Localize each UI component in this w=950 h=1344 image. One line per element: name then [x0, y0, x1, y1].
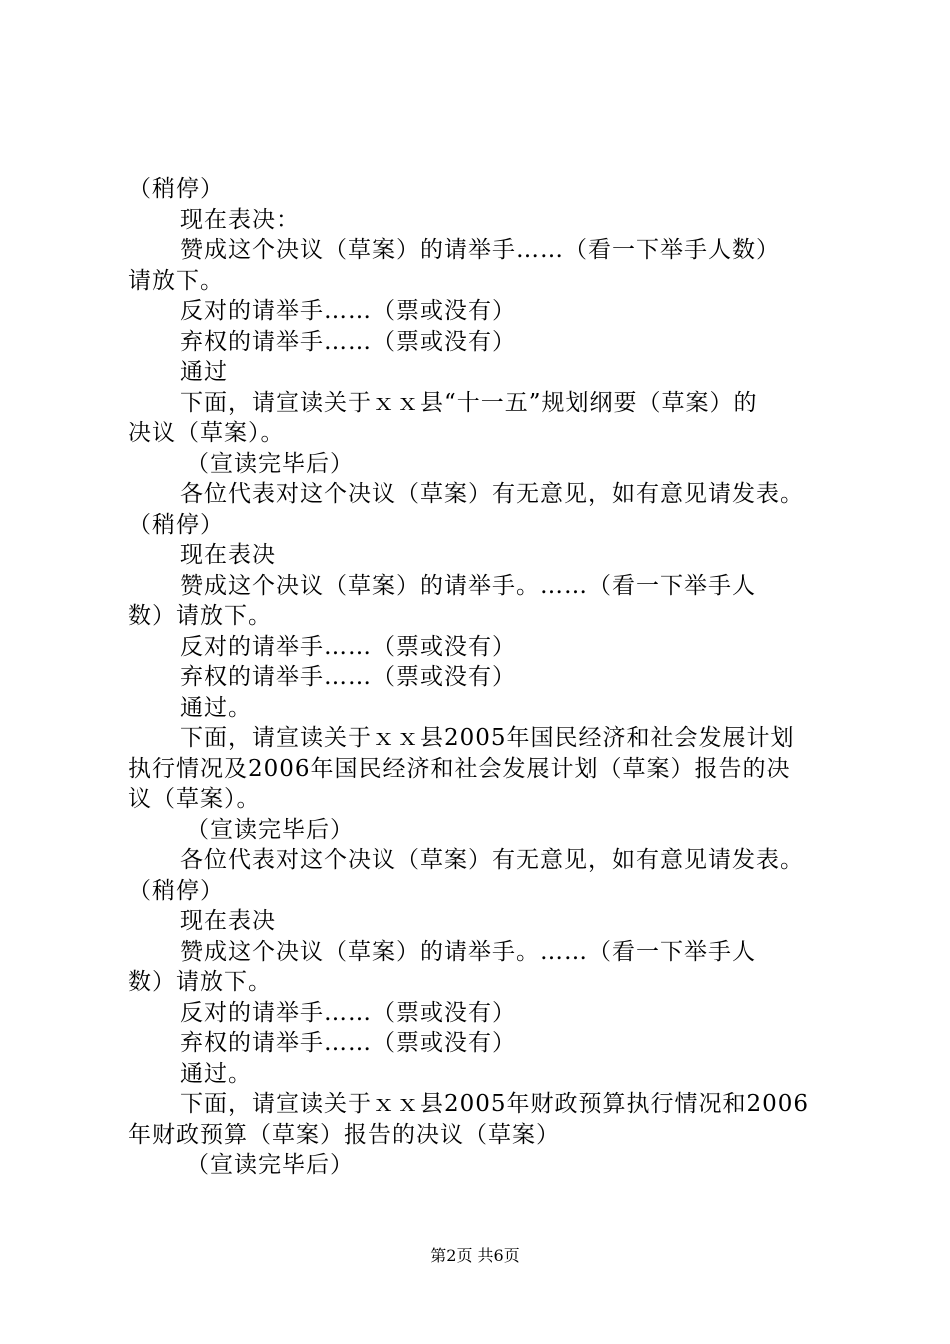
- text-line: （稍停）: [128, 877, 224, 904]
- text-line: 年财政预算（草案）报告的决议（草案）: [128, 1121, 560, 1148]
- text-line: 赞成这个决议（草案）的请举手。……（看一下举手人: [180, 938, 756, 965]
- text-line: 各位代表对这个决议（草案）有无意见，如有意见请发表。: [180, 847, 804, 873]
- text-line: 弃权的请举手……（票或没有）: [180, 328, 516, 355]
- text-line: 通过。: [180, 1060, 252, 1087]
- text-line: 议（草案）。: [128, 786, 261, 812]
- text-line: 请放下。: [128, 267, 224, 294]
- text-line: （稍停）: [128, 511, 224, 538]
- text-line: 反对的请举手……（票或没有）: [180, 633, 516, 660]
- text-line: 数）请放下。: [128, 603, 272, 629]
- text-line: 赞成这个决议（草案）的请举手……（看一下举手人数）: [180, 237, 780, 263]
- text-line: 弃权的请举手……（票或没有）: [180, 1030, 516, 1056]
- text-line: 现在表决: [180, 908, 276, 934]
- text-line: 通过。: [180, 694, 252, 721]
- text-line: 通过: [180, 359, 228, 385]
- text-line: 反对的请举手……（票或没有）: [180, 999, 516, 1026]
- text-line: 数）请放下。: [128, 969, 272, 995]
- text-line: 下面，请宣读关于ｘｘ县“十一五”规划纲要（草案）的: [180, 389, 758, 416]
- text-line: （宣读完毕后）: [186, 450, 354, 477]
- text-line: 下面，请宣读关于ｘｘ县2005年财政预算执行情况和2006: [180, 1091, 810, 1117]
- text-line: 反对的请举手……（票或没有）: [180, 298, 516, 324]
- text-line: 现在表决: [180, 542, 276, 568]
- text-line: 决议（草案）。: [128, 420, 285, 446]
- document-body: [128, 174, 844, 1181]
- text-line: 各位代表对这个决议（草案）有无意见，如有意见请发表。: [180, 481, 804, 507]
- text-line: 弃权的请举手……（票或没有）: [180, 664, 516, 690]
- text-line: 执行情况及2006年国民经济和社会发展计划（草案）报告的决: [128, 755, 791, 782]
- text-line: 现在表决：: [180, 206, 300, 233]
- text-line: 赞成这个决议（草案）的请举手。……（看一下举手人: [180, 572, 756, 599]
- text-line: （宣读完毕后）: [186, 816, 354, 843]
- page-number-footer: 第2页 共6页: [430, 1246, 520, 1265]
- text-line: （宣读完毕后）: [186, 1152, 354, 1178]
- text-line: （稍停）: [128, 176, 224, 202]
- text-line: 下面，请宣读关于ｘｘ县2005年国民经济和社会发展计划: [180, 725, 795, 751]
